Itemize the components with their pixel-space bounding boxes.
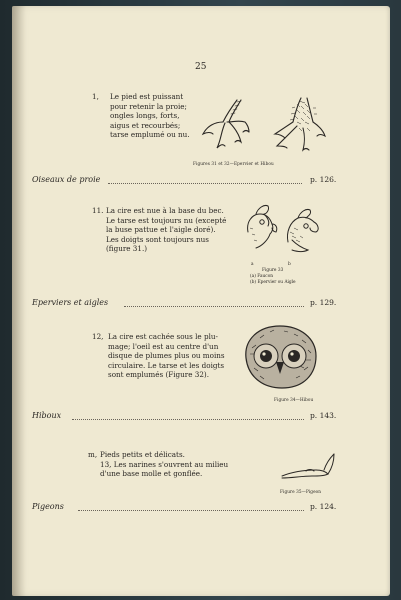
figure-caption-line: (b) Epervier ou Aigle <box>250 280 296 285</box>
key-entry-number: 1, <box>92 92 99 101</box>
owl-illustration <box>238 318 324 392</box>
page-reference: p. 143. <box>310 411 337 420</box>
figure-label-a: a <box>251 262 254 267</box>
key-entry-text: Pieds petits et délicats. 13, Les narines s'ouvrent au milieu d'une base molle et gonflée. <box>100 450 229 479</box>
figure-caption: Figure 34—Hibou <box>274 397 314 402</box>
page-reference: p. 124. <box>310 502 337 511</box>
dotted-leader <box>124 306 304 307</box>
figure-caption-line: (a) Faucon <box>250 274 274 279</box>
page-number: 25 <box>195 62 207 72</box>
key-result-label: Hiboux <box>32 411 62 420</box>
figure-label-b: b <box>288 262 291 267</box>
book-page <box>12 6 390 596</box>
key-result-label: Pigeons <box>32 502 64 511</box>
bird-heads-illustration <box>242 202 328 260</box>
key-entry-text: Le pied est puissant pour retenir la proie; ongles longs, forts, aigus et recourbés; tarse emplumé ou nu. <box>110 92 190 140</box>
key-entry-number: m, <box>88 450 98 459</box>
talons-illustration <box>197 92 333 158</box>
key-entry-number: 11. <box>92 206 104 215</box>
dotted-leader <box>78 510 304 511</box>
key-result-label: Eperviers et aigles <box>32 298 109 307</box>
pigeon-bill-illustration <box>278 448 342 484</box>
figure-caption: Figure 35—Pigeon <box>280 489 322 494</box>
figure-caption-title: Figure 33 <box>262 268 284 273</box>
dotted-leader <box>108 183 302 184</box>
page-reference: p. 126. <box>310 175 337 184</box>
key-entry-number: 12, <box>92 332 104 341</box>
key-entry-text: La cire est nue à la base du bec. Le tarse est toujours nu (excepté la buse pattue et l'aigle doré). Les doigts sont toujours nus (figure 31.) <box>106 206 227 254</box>
page-reference: p. 129. <box>310 298 337 307</box>
dotted-leader <box>72 419 304 420</box>
figure-caption: Figures 31 et 32—Epervier et Hibou <box>193 161 274 166</box>
key-result-label: Oiseaux de proie <box>32 175 101 184</box>
key-entry-text: La cire est cachée sous le plu- mage; l'oeil est au centre d'un disque de plumes plus ou moins circulaire. Le tarse et les doigts sont emplumés (Figure 32). <box>108 332 225 380</box>
